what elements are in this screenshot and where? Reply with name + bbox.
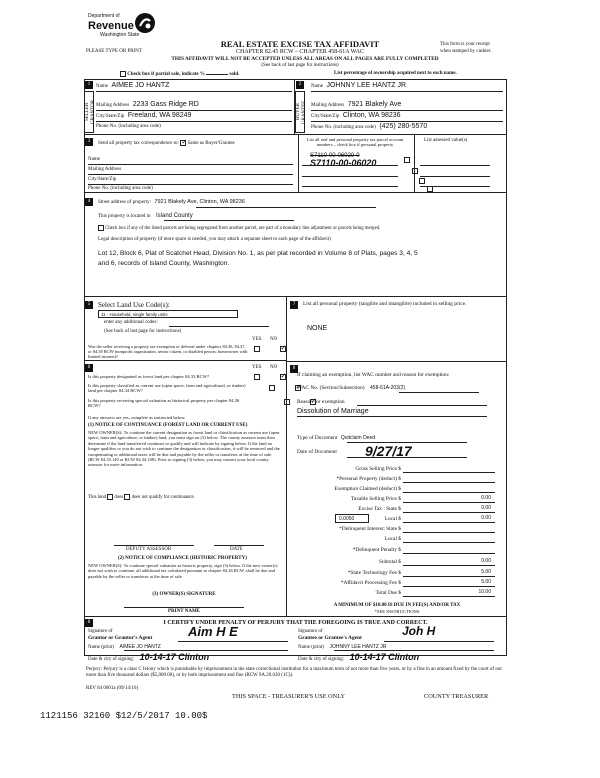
affidavit-fee-label: *Affidavit Processing Fee $ <box>340 580 401 586</box>
forest-yes-checkbox[interactable] <box>254 374 260 380</box>
seller-side-label: SELLER GRANTOR <box>84 91 94 133</box>
continuance-text: NEW OWNER(S): To continue the current designation as forest land or classification as current use (open space, farm and agriculture, or timber) land, you must sign on (3) below. The county assessor must then determine if the land transferred continues to qualify and will indicate by signing below. If the land no longer qualifies or you do not wish to continue the designation or classification, it will be removed and the compensating or additional taxes will be due and payable by the seller or transferor at the time of sale. (RCW 84.33.140 or RCW 84.34.108). Prior to signing (3) below, you may contact your local county assessor for more information. <box>88 430 280 468</box>
delinquent-local-label: Local $ <box>384 536 401 542</box>
certify-block <box>84 617 507 662</box>
parcel-2-personal-checkbox[interactable] <box>412 168 418 174</box>
wac-label: WAC No. (Section/Subsection) <box>297 385 365 391</box>
land-does-label: does <box>114 495 124 501</box>
grantee-name-label: Name (print) <box>298 645 324 650</box>
seller-block <box>84 79 295 135</box>
doc-type-label: Type of Document <box>297 435 338 441</box>
seller-mailing[interactable]: 2233 Gass Ridge RD <box>132 101 199 108</box>
total-due-value[interactable]: 10.00 <box>478 589 491 595</box>
segregated-checkbox[interactable] <box>98 225 104 231</box>
land-does-checkbox[interactable] <box>107 494 113 500</box>
chapter-line: CHAPTER 82.45 RCW – CHAPTER 458-61A WAC <box>236 49 364 55</box>
legal-description[interactable]: Lot 12, Block 6, Plat of Scatchet Head, Division No. 1, as per plat recorded in Volume 8 of Plats, pages 3, 4, 5 and 6, records of Island County, Washington. <box>98 250 418 267</box>
additional-codes-label: enter any additional codes: <box>104 320 158 325</box>
parcel-1-personal-checkbox[interactable] <box>404 157 410 163</box>
land-does-not-label: does not <box>131 495 148 501</box>
legal-label: Legal description of property (if more space is needed, you may attach a separate sheet to each page of the affidavit) <box>98 237 331 242</box>
exemption-claim-label: If claiming an exemption, list WAC number and reason for exemption: <box>297 372 450 378</box>
forest-no-checkbox[interactable] <box>280 374 286 380</box>
current-use-question: Is this property classified as current use (open space, farm and agricultural, or timber) land per chapter 84.34 RCW? <box>88 383 246 394</box>
s3-mailing-label: Mailing Address <box>88 167 122 172</box>
grantor-agent-label: Grantor or Grantor's Agent <box>88 635 153 641</box>
county[interactable]: Island County <box>156 213 193 219</box>
instructed-note: If any answers are yes, complete as instructed below. <box>88 415 186 420</box>
total-due-label: Total Due $ <box>375 590 401 596</box>
section-5 <box>84 297 287 361</box>
gross-label: Gross Selling Price $ <box>355 466 401 472</box>
certify-badge: 8 <box>85 619 93 627</box>
historic-question: Is this property receiving special valuation as historical property per chapter 84.26 RCW? <box>88 398 240 409</box>
tech-fee-label: *State Technology Fee $ <box>347 570 401 576</box>
s5-yes-header: YES <box>252 337 262 342</box>
grantee-agent-label: Grantee or Grantee's Agent <box>298 635 362 641</box>
minimum-note: A MINIMUM OF $10.00 IS DUE IN FEE(S) AND/OR TAX <box>333 603 461 608</box>
street-label: Street address of property: <box>98 200 151 205</box>
delinquent-interest-label: *Delinquent Interest: State $ <box>339 526 401 532</box>
section-8-badge: 8 <box>290 365 298 373</box>
buyer-block <box>295 79 507 135</box>
located-label: This property is located in <box>98 214 151 219</box>
dor-logo <box>88 12 158 50</box>
reason-value[interactable]: Dissolution of Marriage <box>297 408 369 415</box>
s5-no-checkbox[interactable] <box>280 346 286 352</box>
dept-line2: Revenue <box>88 20 134 32</box>
section-3-badge: 3 <box>85 138 93 146</box>
section-4 <box>84 193 507 297</box>
street-address[interactable]: 7921 Blakely Ave, Clinton, WA 98236 <box>154 199 245 205</box>
seller-city[interactable]: Freeland, WA 98249 <box>127 112 192 119</box>
taxable-label: Taxable Selling Price $ <box>350 496 401 502</box>
buyer-city-label: City/State/Zip <box>311 114 340 119</box>
partial-sale-row <box>120 71 239 78</box>
exemption-question: Was the seller receiving a property tax exemption or deferral under chapters 84.36, 84.37, or 84.38 RCW (nonprofit organization, senior citizen, or disabled person, homeowner with limited income)? <box>88 344 248 360</box>
personal-deduct-label: *Personal Property (deduct) $ <box>336 476 401 482</box>
county-treasurer-label: COUNTY TREASURER <box>424 693 489 700</box>
perjury-note: Perjury: Perjury is a class C felony which is punishable by imprisonment in the state correctional institution for a maximum term of not more than five years, or by a fine in an amount fixed by the court of not more than five thousand dollars ($5,000.00), or by both imprisonment and fine (RCW 9A.20.020 (1C)). <box>86 667 502 679</box>
form-title: REAL ESTATE EXCISE TAX AFFIDAVIT <box>220 39 380 49</box>
see-instructions: *SEE INSTRUCTIONS <box>374 609 420 614</box>
right-column <box>287 297 507 617</box>
partial-sale-label: Check box if partial sale, indicate % <box>127 72 205 78</box>
rev-number: REV 84 0001a (09/14/16) <box>86 686 138 691</box>
cashier-stamp: 1121156 32160 $12/5/2017 10.00$ <box>40 711 208 721</box>
subtotal-label: Subtotal $ <box>378 559 401 565</box>
s3-city-label: City/State/Zip <box>88 177 117 182</box>
historic-text: NEW OWNER(S): To continue special valuation as historic property, sign (3) below. If the new owner(s) does not wish to continue, all additional tax calculated pursuant to chapter 84.26 RCW, shall be due and payable by the seller or transferor at the time of sale. <box>88 563 278 579</box>
section-6 <box>84 361 287 617</box>
dor-logo-icon <box>134 12 156 34</box>
s5-no-header: NO <box>270 337 278 342</box>
doc-date-label: Date of Document <box>297 449 337 455</box>
s5-see-back: (See back of last page for instructions) <box>104 329 182 334</box>
section-1-badge: 1 <box>85 81 93 89</box>
taxable-value[interactable]: 0.00 <box>481 495 491 501</box>
deputy-date-label: DATE <box>230 547 243 552</box>
deputy-assessor-label: DEPUTY ASSESSOR <box>126 547 172 552</box>
local-rate[interactable]: 0.0050 <box>335 514 369 523</box>
continuance-title: (1) NOTICE OF CONTINUANCE (FOREST LAND OR CURRENT USE) <box>88 423 248 428</box>
grantor-date[interactable]: 10-14-17 Clinton <box>139 652 210 662</box>
s5-yes-checkbox[interactable] <box>254 346 260 352</box>
grantee-signature[interactable]: Joh H <box>402 624 436 638</box>
doc-type[interactable]: Quitclaim Deed <box>340 435 376 441</box>
state-tax-label: Excise Tax : State $ <box>358 506 401 512</box>
section-4-badge: 4 <box>85 198 93 206</box>
state-tax-value[interactable]: 0.00 <box>481 505 491 511</box>
seller-city-label: City/State/Zip <box>96 114 125 119</box>
parcel-header: List all real and personal property tax parcel account numbers – check box if personal property <box>306 137 404 148</box>
current-use-yes-checkbox[interactable] <box>269 385 275 391</box>
segregated-label: Check box if any of the listed parcels are being segregated from another parcel, are part of a boundary line adjustment or parcels being merged. <box>105 226 381 232</box>
buyer-name-label: Name <box>311 84 323 89</box>
section-2-badge: 2 <box>296 81 304 89</box>
section-3 <box>84 135 507 193</box>
parcel-handwritten[interactable]: S7110-00-06020 <box>310 158 377 168</box>
local-tax-label: Local $ <box>384 516 401 522</box>
section-6-badge: 6 <box>85 364 93 372</box>
personal-property-value[interactable]: NONE <box>307 325 328 332</box>
local-tax-value[interactable]: 0.00 <box>481 515 491 521</box>
receipt-note1: This form is your receipt <box>440 42 490 47</box>
doc-date[interactable]: 9/27/17 <box>365 443 412 459</box>
certify-statement: I CERTIFY UNDER PENALTY OF PERJURY THAT THE FOREGOING IS TRUE AND CORRECT. <box>163 620 428 626</box>
section-7-badge: 7 <box>290 301 298 309</box>
grantor-sig-label1: Signature of <box>88 629 113 634</box>
parcel-3-personal-checkbox[interactable] <box>419 178 425 184</box>
treasurer-use-only: THIS SPACE - TREASURER'S USE ONLY <box>232 693 345 700</box>
land-does-not-checkbox[interactable] <box>124 494 130 500</box>
buyer-side-label: BUYER GRANTEE <box>295 91 305 133</box>
parcel-struck: S7110-00-06020-0 <box>310 153 360 159</box>
seller-name[interactable]: AIMEE JO HANTZ <box>111 82 170 89</box>
buyer-phone-label: Phone No. (including area code) <box>311 125 376 130</box>
section-5-badge: 5 <box>85 301 93 309</box>
personal-property-label: List all personal property (tangible and intangible) included in selling price. <box>303 301 467 307</box>
grantor-name-label: Name (print) <box>88 645 114 650</box>
delinquent-penalty-label: *Delinquent Penalty $ <box>352 547 401 553</box>
historic-title: (2) NOTICE OF COMPLIANCE (HISTORIC PROPERTY) <box>118 556 247 561</box>
grantor-signature[interactable]: Aim H E <box>188 624 238 639</box>
s3-name-label: Name <box>88 157 100 162</box>
tech-fee-value[interactable]: 5.00 <box>481 569 491 575</box>
buyer-phone[interactable]: (425) 280-5570 <box>379 123 428 130</box>
print-name-label: PRINT NAME <box>168 609 200 614</box>
assessed-header: List assessed value(s) <box>424 138 468 143</box>
forest-question: Is this property designated as forest land per chapter 84.33 RCW? <box>88 374 210 379</box>
grantee-sig-label1: Signature of <box>298 629 323 634</box>
grantee-date-label: Date & city of signing: <box>298 657 345 662</box>
wac-number[interactable]: 458-61A-203(2) <box>370 385 406 391</box>
dept-line3: Washington State <box>100 32 140 38</box>
affidavit-fee-value[interactable]: 5.00 <box>481 579 491 585</box>
buyer-name[interactable]: JOHNNY LEE HANTZ JR <box>326 82 407 89</box>
buyer-city[interactable]: Clinton, WA 98236 <box>342 112 401 119</box>
dept-line1: Department of <box>88 13 120 19</box>
qualify-label: qualify for continuance. <box>148 495 195 501</box>
see-back-line: (See back of last page for instructions) <box>261 63 339 68</box>
buyer-mailing[interactable]: 7921 Blakely Ave <box>347 101 402 108</box>
s6-no-header: NO <box>270 365 278 370</box>
exemption-deduct-label: Exemption Claimed (deduct) $ <box>334 486 401 492</box>
ownership-note: List percentage of ownership acquired next to each name. <box>334 71 457 76</box>
this-land-label: This land <box>88 495 106 501</box>
seller-mailing-label: Mailing Address <box>96 103 130 108</box>
seller-name-label: Name <box>96 84 108 89</box>
same-as-buyer-label: Same as Buyer/Grantee <box>187 141 235 147</box>
buyer-mailing-label: Mailing Address <box>311 103 345 108</box>
grantor-name[interactable]: AIMEE JO HANTZ <box>119 644 161 650</box>
reason-label: Reason for exemption <box>297 399 345 405</box>
please-type: PLEASE TYPE OR PRINT <box>86 49 142 54</box>
owner-signature-label: (3) OWNER(S) SIGNATURE <box>152 592 216 597</box>
land-use-select[interactable]: 11 - Household, single family units <box>98 310 238 318</box>
grantor-date-label: Date & city of signing: <box>88 657 135 662</box>
sold-label: sold. <box>229 72 240 78</box>
land-use-label: Select Land Use Code(s): <box>98 301 170 309</box>
seller-phone-label: Phone No. (including area code) <box>96 124 161 129</box>
same-as-buyer-checkbox[interactable] <box>180 140 186 146</box>
send-correspondence-label: Send all property tax correspondence to: <box>98 141 179 147</box>
s3-phone-label: Phone No. (including area code) <box>88 186 153 191</box>
grantee-name[interactable]: JOHNNY LEE HANTZ JR <box>329 644 387 650</box>
partial-sale-checkbox[interactable] <box>120 71 126 77</box>
subtotal-value[interactable]: 0.00 <box>481 558 491 564</box>
warning-line: THIS AFFIDAVIT WILL NOT BE ACCEPTED UNLESS ALL AREAS ON ALL PAGES ARE FULLY COMPLETED <box>171 56 439 62</box>
receipt-note2: when stamped by cashier. <box>440 49 492 54</box>
grantee-date[interactable]: 10-14-17 Clinton <box>349 652 420 662</box>
s6-yes-header: YES <box>252 365 262 370</box>
